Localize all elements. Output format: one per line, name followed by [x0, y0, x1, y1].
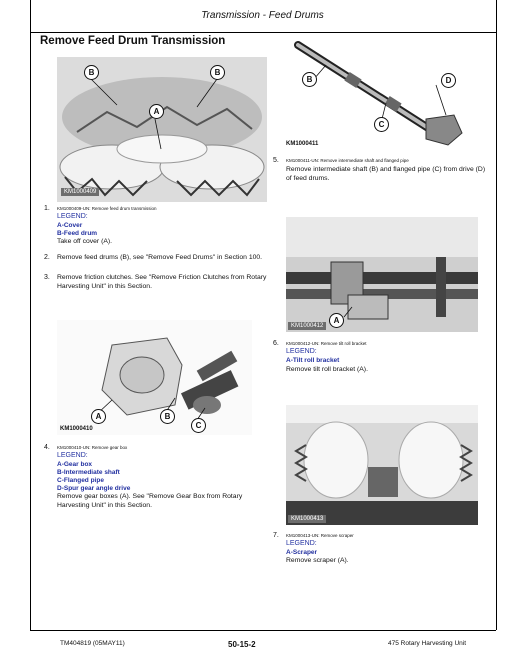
- callout-a: A: [149, 104, 164, 119]
- step-3-number: 3.: [44, 274, 50, 281]
- legend-item: D-Spur gear angle drive: [57, 485, 131, 492]
- callout-c: C: [374, 117, 389, 132]
- step-2-number: 2.: [44, 254, 50, 261]
- legend-item: A-Cover: [57, 222, 83, 229]
- figure-gear-box: [57, 320, 252, 435]
- step-1-text: Take off cover (A).: [57, 238, 113, 245]
- legend-item: B-Feed drum: [57, 230, 98, 237]
- callout-d: D: [441, 73, 456, 88]
- legend-item: C-Flanged pipe: [57, 477, 104, 484]
- footer-page-number: 50-15-2: [228, 640, 256, 649]
- callout-b: B: [302, 72, 317, 87]
- figure-id: KM1000412: [288, 322, 326, 330]
- shaft-illustration: [286, 37, 476, 152]
- bracket-illustration: [286, 217, 478, 332]
- step-5-caption: KM1000411-UN: Remove intermediate shaft and flanged pipe: [286, 158, 409, 163]
- step-1-number: 1.: [44, 205, 50, 212]
- step-3-text: Remove friction clutches. See "Remove Friction Clutches from Rotary Harvesting Unit" in this Section.: [57, 274, 267, 290]
- step-7-caption: KM1000413-UN: Remove scraper: [286, 533, 354, 538]
- step-6-text: Remove tilt roll bracket (A).: [286, 366, 368, 373]
- step-4-caption: KM1000410-UN: Remove gear box: [57, 445, 128, 450]
- legend-item: A-Scraper: [286, 549, 318, 556]
- callout-b: B: [160, 409, 175, 424]
- footer-rule: [30, 630, 496, 631]
- step-6-number: 6.: [273, 340, 279, 347]
- step-1-legend-title: LEGEND:: [57, 213, 88, 220]
- callout-a: A: [91, 409, 106, 424]
- figure-feed-drums: [57, 57, 267, 202]
- callout-c: C: [191, 418, 206, 433]
- callout-b-right: B: [210, 65, 225, 80]
- footer-manual-title: 475 Rotary Harvesting Unit: [388, 640, 467, 647]
- step-4-number: 4.: [44, 444, 50, 451]
- step-6-legend-title: LEGEND:: [286, 348, 317, 355]
- step-7-legend-title: LEGEND:: [286, 540, 317, 547]
- figure-id: KM1000409: [61, 188, 99, 196]
- figure-tilt-roll-bracket: [286, 217, 478, 332]
- footer-doc-id: TM404819 (05MAY11): [60, 640, 125, 647]
- figure-id: KM1000410: [60, 426, 93, 432]
- callout-a: A: [329, 313, 344, 328]
- step-5-text: Remove intermediate shaft (B) and flanged pipe (C) from drive (D) of feed drums.: [286, 166, 486, 182]
- legend-item: A-Tilt roll bracket: [286, 357, 340, 364]
- scraper-illustration: [286, 405, 478, 525]
- figure-id: KM1000413: [288, 515, 326, 523]
- section-title: Remove Feed Drum Transmission: [40, 35, 226, 47]
- figure-scraper: [286, 405, 478, 525]
- figure-id: KM1000411: [286, 141, 319, 147]
- step-2-text: Remove feed drums (B), see "Remove Feed Drums" in Section 100.: [57, 254, 263, 261]
- figure-intermediate-shaft: [286, 37, 476, 152]
- step-7-number: 7.: [273, 532, 279, 539]
- step-4-text: Remove gear boxes (A). See "Remove Gear Box from Rotary Harvesting Unit" in this Section.: [57, 493, 243, 509]
- gear-box-illustration: [57, 320, 252, 435]
- step-1-caption: KM1000409-UN: Remove feed drum transmission: [57, 206, 157, 211]
- page-header-title: Transmission - Feed Drums: [201, 10, 324, 21]
- legend-item: B-Intermediate shaft: [57, 469, 120, 476]
- step-7-text: Remove scraper (A).: [286, 557, 349, 564]
- legend-item: A-Gear box: [57, 461, 93, 468]
- step-5-number: 5.: [273, 157, 279, 164]
- step-6-caption: KM1000412-UN: Remove tilt roll bracket: [286, 341, 367, 346]
- step-4-legend-title: LEGEND:: [57, 452, 88, 459]
- callout-b-left: B: [84, 65, 99, 80]
